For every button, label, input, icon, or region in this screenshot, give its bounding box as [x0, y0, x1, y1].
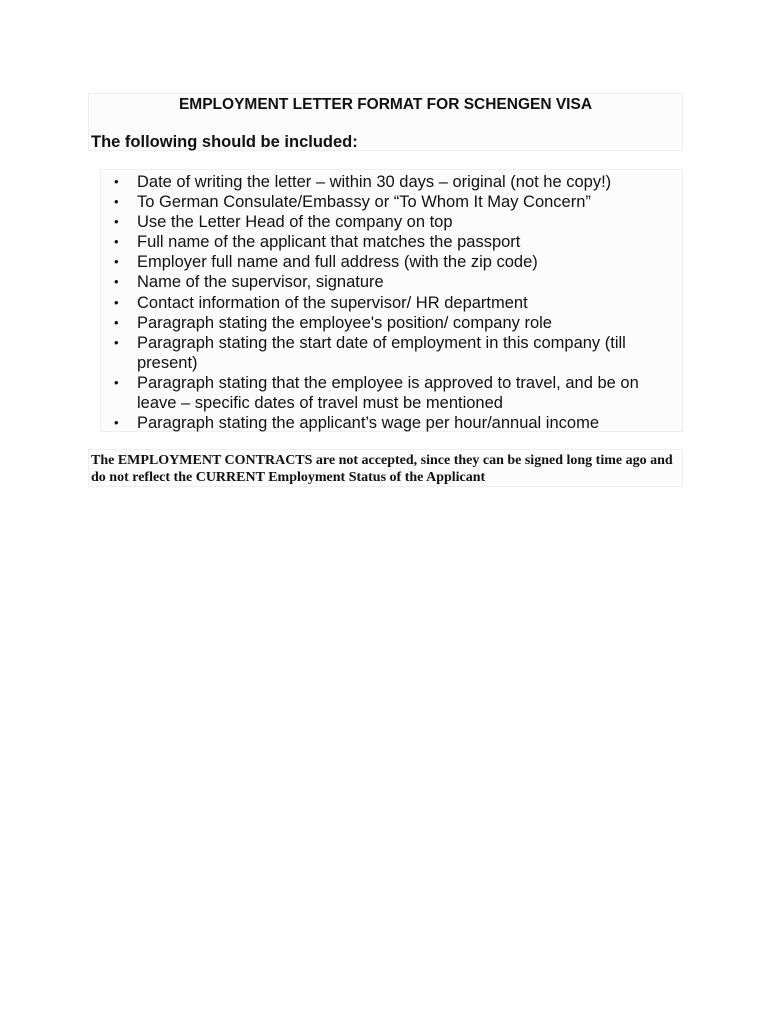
list-item: [101, 293, 682, 313]
bullet-icon: •: [114, 415, 119, 431]
list-item: [101, 272, 682, 292]
list-item: [101, 232, 682, 252]
bullet-icon: •: [114, 234, 119, 250]
list-item: [101, 413, 682, 433]
list-item: [101, 172, 682, 192]
list-item: [101, 373, 682, 413]
list-item: [101, 252, 682, 272]
bullet-icon: •: [114, 274, 119, 290]
note-section: [88, 449, 683, 487]
list-item-text: Paragraph stating the start date of employment in this company (till present): [137, 333, 626, 372]
bullet-icon: •: [114, 294, 119, 310]
document-title: EMPLOYMENT LETTER FORMAT FOR SCHENGEN VISA: [178, 96, 593, 113]
list-item-text: Paragraph stating the applicant’s wage per hour/annual income: [137, 414, 599, 433]
list-item: [101, 313, 682, 333]
list-item-text: Full name of the applicant that matches the passport: [137, 233, 521, 252]
list-item: [101, 192, 682, 212]
list-item-text: Date of writing the letter – within 30 days – original (not he copy!): [137, 173, 612, 191]
bullet-icon: •: [114, 174, 119, 189]
header-section: [88, 93, 683, 151]
bullet-icon: •: [114, 314, 119, 330]
bullet-icon: •: [114, 374, 119, 390]
list-item-text: Paragraph stating the employee's position/ company role: [137, 313, 552, 332]
bullet-icon: •: [114, 194, 119, 210]
list-item-text: Employer full name and full address (with the zip code): [137, 253, 538, 272]
bullet-icon: •: [114, 214, 119, 230]
list-item-text: Name of the supervisor, signature: [137, 273, 384, 292]
list-item-text: Use the Letter Head of the company on top: [137, 213, 453, 232]
list-item-text: Contact information of the supervisor/ HR department: [137, 293, 528, 312]
list-item: [101, 212, 682, 232]
document-subtitle: The following should be included:: [91, 133, 358, 151]
bullet-icon: •: [114, 254, 119, 270]
list-item: [101, 333, 682, 373]
list-item-text: To German Consulate/Embassy or “To Whom It May Concern”: [137, 193, 591, 212]
requirements-list: [101, 172, 682, 433]
bullet-icon: •: [114, 334, 119, 350]
list-item-text: Paragraph stating that the employee is approved to travel, and be on leave – specific dates of travel must be mentioned: [137, 373, 639, 413]
contracts-note: The EMPLOYMENT CONTRACTS are not accepted, since they can be signed long time ago and do not reflect the CURRENT Employment Status of the Applicant: [91, 453, 673, 485]
requirements-section: [100, 169, 683, 432]
